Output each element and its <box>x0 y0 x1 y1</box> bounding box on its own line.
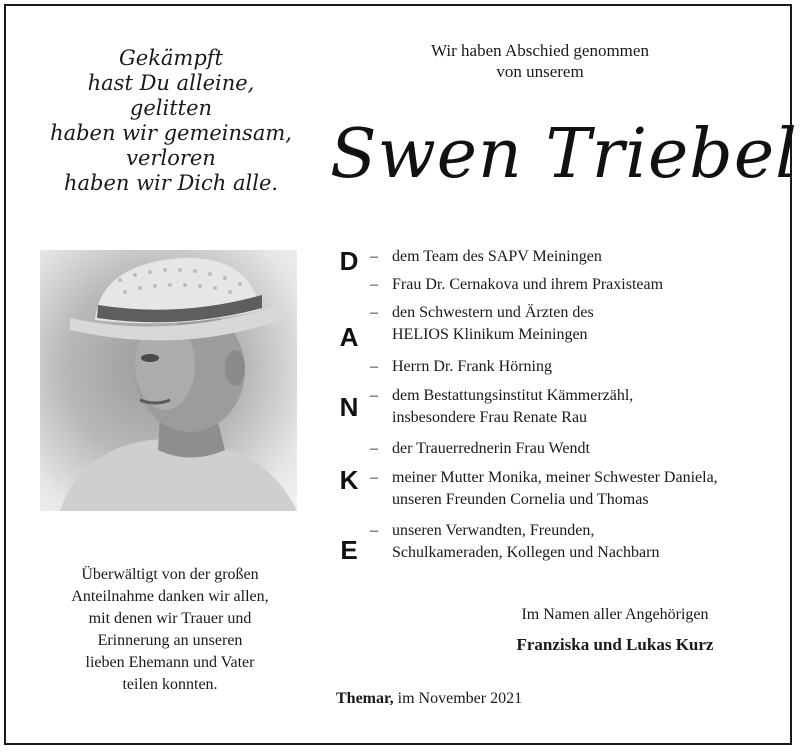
poem-line: hast Du alleine, <box>87 71 255 95</box>
thanks-line: Frau Dr. Cernakova und ihrem Praxisteam <box>392 276 664 293</box>
dash: – <box>370 276 378 293</box>
danke-letter-k: K <box>339 465 359 495</box>
portrait-illustration <box>40 250 297 511</box>
city: Themar, <box>336 690 394 707</box>
thanks-line: HELIOS Klinikum Meiningen <box>392 326 588 343</box>
poem-line: gelitten <box>129 96 213 120</box>
portrait-photo <box>40 250 297 511</box>
dash: – <box>370 358 378 375</box>
closing-block <box>490 602 740 658</box>
gratitude-line: lieben Ehemann und Vater <box>85 654 255 671</box>
date: im November 2021 <box>393 690 523 707</box>
poem-line: verloren <box>126 146 216 170</box>
dash: – <box>370 304 378 321</box>
thanks-line: unseren Freunden Cornelia und Thomas <box>392 491 649 508</box>
thanks-line: Herrn Dr. Frank Hörning <box>392 358 552 375</box>
dash: – <box>370 522 378 539</box>
deceased-name: Swen Triebel <box>330 115 798 194</box>
danke-letter-e: E <box>340 535 358 565</box>
thanks-line: unseren Verwandten, Freunden, <box>392 522 595 539</box>
poem-line: Gekämpft <box>118 46 223 70</box>
gratitude-text <box>36 564 304 696</box>
thanks-line: dem Team des SAPV Meiningen <box>392 248 602 265</box>
dash: – <box>370 248 378 265</box>
farewell-intro <box>370 40 710 82</box>
intro-line: von unserem <box>496 62 584 81</box>
gratitude-line: Überwältigt von der großen <box>81 566 259 583</box>
gratitude-line: Erinnerung an unseren <box>97 632 243 649</box>
dash: – <box>370 469 378 486</box>
gratitude-line: mit denen wir Trauer und <box>88 610 252 627</box>
danke-letter-n: N <box>339 392 359 422</box>
poem-line: haben wir Dich alle. <box>63 171 279 195</box>
thanks-line: den Schwestern und Ärzten des <box>392 304 594 321</box>
dash: – <box>370 387 378 404</box>
poem <box>40 46 302 196</box>
danke-letter-a: A <box>339 322 359 352</box>
dash: – <box>370 440 378 457</box>
thanks-line: Schulkameraden, Kollegen und Nachbarn <box>392 544 660 561</box>
gratitude-line: Anteilnahme danken wir allen, <box>71 588 269 605</box>
thanks-line: dem Bestattungsinstitut Kämmerzähl, <box>392 387 634 404</box>
danke-letter-d: D <box>339 246 359 276</box>
closing-line: Im Namen aller Angehörigen <box>521 606 709 623</box>
poem-line: haben wir gemeinsam, <box>50 121 292 145</box>
place-date <box>336 688 522 710</box>
thanks-line: insbesondere Frau Renate Rau <box>392 409 588 426</box>
signer-names: Franziska und Lukas Kurz <box>516 635 714 654</box>
gratitude-line: teilen konnten. <box>122 676 218 693</box>
thanks-line: der Trauerrednerin Frau Wendt <box>392 440 590 457</box>
intro-line: Wir haben Abschied genommen <box>431 41 649 60</box>
thanks-line: meiner Mutter Monika, meiner Schwester Daniela, <box>392 469 718 486</box>
